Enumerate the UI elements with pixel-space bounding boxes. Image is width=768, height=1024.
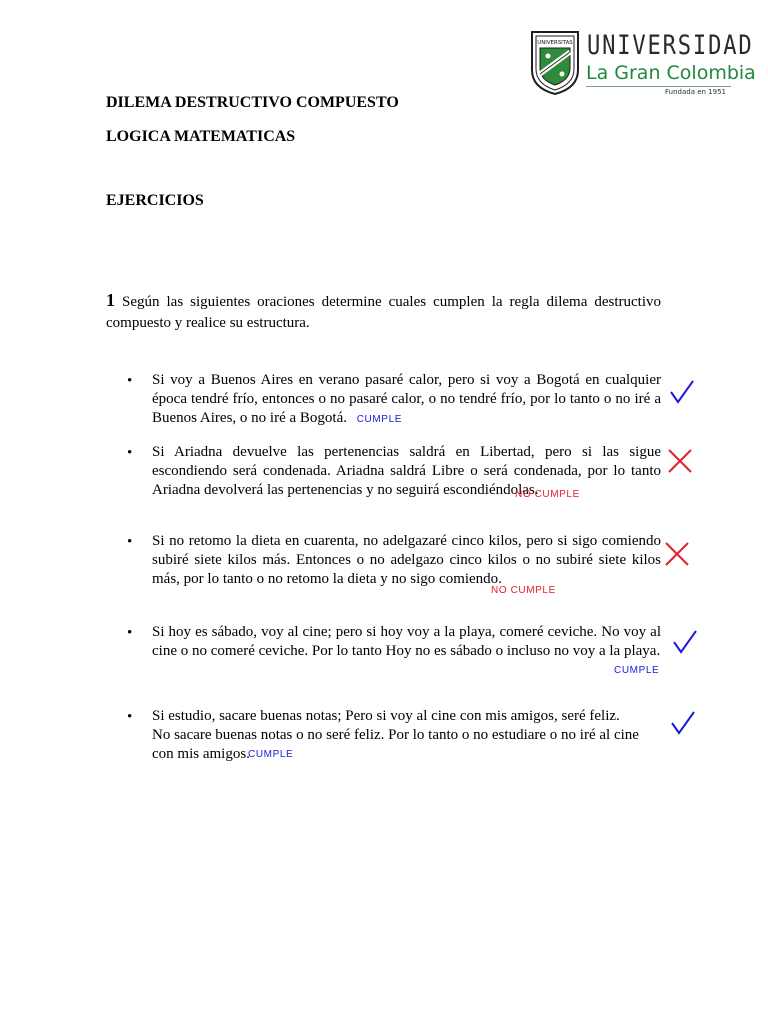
bullet-marker: • xyxy=(127,625,133,641)
university-crest-icon xyxy=(530,30,580,96)
list-item xyxy=(152,371,661,428)
list-item xyxy=(152,443,661,500)
exercise-text: Según las siguientes oraciones determine cuales cumplen la regla dilema destructivo compuesto y realice su estructura. xyxy=(106,294,661,331)
check-icon xyxy=(672,629,698,655)
check-icon xyxy=(669,379,695,405)
university-name: La Gran Colombia xyxy=(586,62,756,84)
verdict-label: NO CUMPLE xyxy=(491,585,556,596)
bullet-marker: • xyxy=(127,709,133,725)
list-item xyxy=(152,623,661,661)
cross-icon xyxy=(667,448,693,474)
bullet-marker: • xyxy=(127,373,133,389)
section-title: EJERCICIOS xyxy=(106,192,204,209)
verdict-label: CUMPLE xyxy=(356,414,403,425)
verdict-label: CUMPLE xyxy=(248,749,294,760)
founded-text: Fundada en 1951 xyxy=(665,88,726,96)
bullet-marker: • xyxy=(127,445,133,461)
item-text-line: Si estudio, sacare buenas notas; Pero si voy al cine con mis amigos, seré feliz. xyxy=(152,708,620,724)
exercise-statement xyxy=(106,290,661,334)
item-text-line: No sacare buenas notas o no seré feliz. Por lo tanto o no estudiare o no iré al cine con mis amigos. xyxy=(152,727,639,762)
university-word: UNIVERSIDAD xyxy=(587,30,754,61)
item-text: Si no retomo la dieta en cuarenta, no adelgazaré cinco kilos, pero si sigo comiendo subiré siete kilos más. Entonces o no adelgazo cinco kilos o no subiré siete kilos más, por lo tanto o no retomo la dieta y no sigo comiendo. xyxy=(152,533,661,587)
document-title: DILEMA DESTRUCTIVO COMPUESTO xyxy=(106,94,399,111)
verdict-label: NO CUMPLE xyxy=(515,489,580,500)
list-item xyxy=(152,707,661,764)
item-text: Si Ariadna devuelve las pertenencias saldrá en Libertad, pero si las sigue escondiendo será condenada. Ariadna saldrá Libre o será condenada, por lo tanto Ariadna devolverá las pertenencias y no seguirá escondiéndolas. xyxy=(152,444,661,498)
exercise-number: 1 xyxy=(106,290,115,310)
svg-text:UNIVERSITAS: UNIVERSITAS xyxy=(537,40,573,46)
verdict-label: CUMPLE xyxy=(614,665,660,676)
item-text: Si voy a Buenos Aires en verano pasaré calor, pero si voy a Bogotá en cualquier época tendré frío, entonces o no pasaré calor, o no tendré frío, por lo tanto o no iré a Buenos Aires, o no iré a Bogotá. xyxy=(152,372,661,426)
university-logo xyxy=(530,30,756,100)
logo-divider xyxy=(586,86,731,87)
check-icon xyxy=(670,710,696,736)
list-item xyxy=(152,532,661,589)
item-text: Si hoy es sábado, voy al cine; pero si hoy voy a la playa, comeré ceviche. No voy al cine o no comeré ceviche. Por lo tanto Hoy no es sábado o incluso no voy a la playa. xyxy=(152,624,661,659)
cross-icon xyxy=(664,541,690,567)
bullet-marker: • xyxy=(127,534,133,550)
subject-title: LOGICA MATEMATICAS xyxy=(106,128,296,145)
